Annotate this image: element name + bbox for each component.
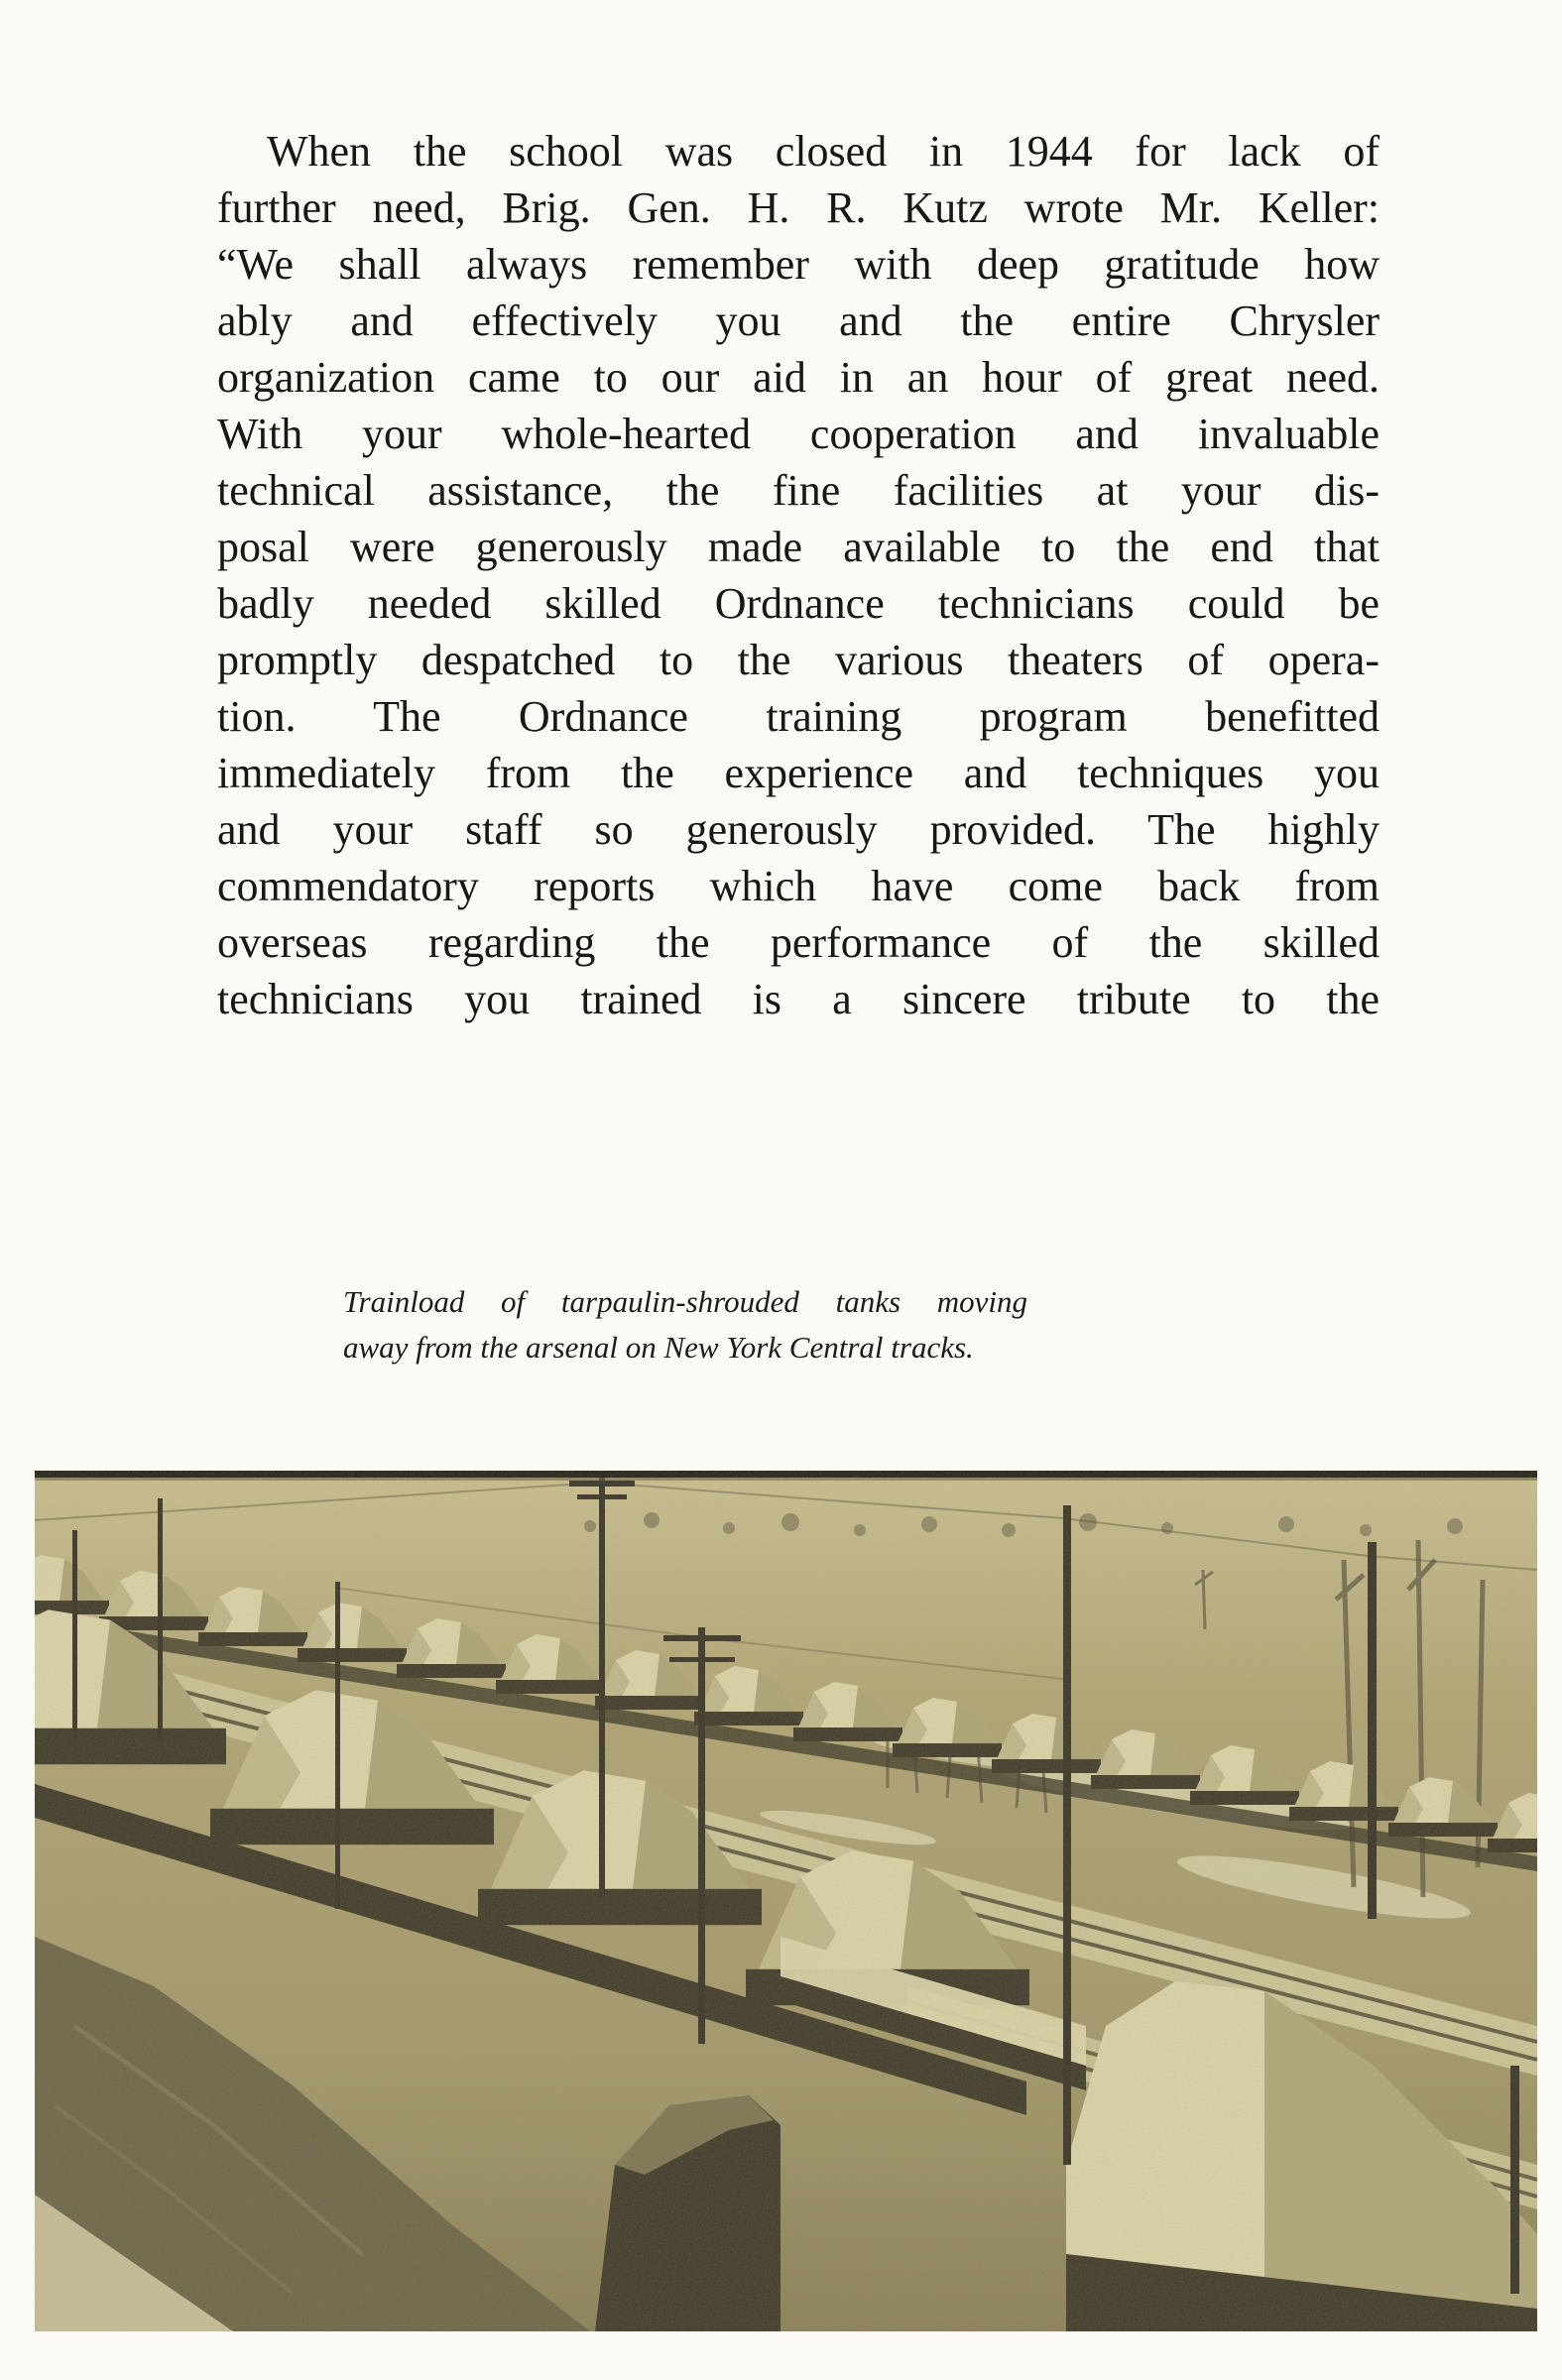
arsenal-photo	[35, 1471, 1537, 2331]
caption-line: away from the arsenal on New York Central tracks.	[343, 1330, 974, 1365]
print-grain-overlay	[35, 1471, 1537, 2331]
photo-caption	[343, 1279, 1027, 1370]
body-line: badly needed skilled Ordnance technicians could be	[217, 579, 1380, 628]
body-line: further need, Brig. Gen. H. R. Kutz wrote Mr. Keller:	[217, 183, 1380, 232]
body-line: organization came to our aid in an hour of great need.	[217, 353, 1380, 402]
body-line: promptly despatched to the various theaters of opera-	[217, 636, 1380, 684]
body-line: technicians you trained is a sincere tribute to the	[217, 975, 1380, 1023]
body-line: tion. The Ordnance training program benefitted	[217, 692, 1380, 741]
caption-line: Trainload of tarpaulin-shrouded tanks moving	[343, 1284, 1027, 1319]
photo-illustration	[35, 1471, 1537, 2331]
body-line: immediately from the experience and techniques you	[217, 749, 1380, 797]
body-line: With your whole-hearted cooperation and invaluable	[217, 410, 1380, 458]
body-line: commendatory reports which have come back from	[217, 862, 1380, 910]
body-line: “We shall always remember with deep gratitude how	[217, 240, 1380, 289]
body-line: and your staff so generously provided. The highly	[217, 805, 1380, 854]
body-line: ably and effectively you and the entire Chrysler	[217, 297, 1380, 345]
body-line: technical assistance, the fine facilities at your dis-	[217, 466, 1380, 515]
body-paragraph	[217, 123, 1380, 1027]
body-line: When the school was closed in 1944 for lack of	[267, 127, 1380, 176]
body-line: posal were generously made available to the end that	[217, 523, 1380, 571]
body-line: overseas regarding the performance of the skilled	[217, 918, 1380, 967]
